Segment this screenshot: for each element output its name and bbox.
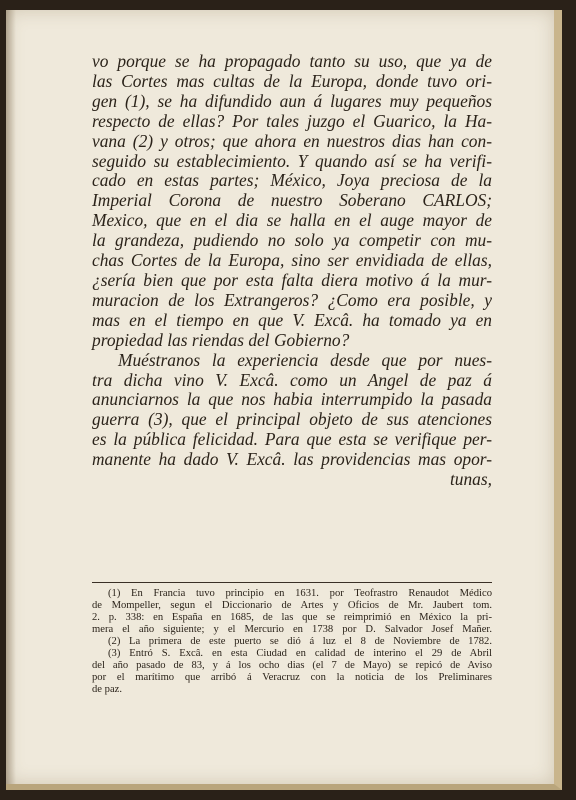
main-text-block — [92, 52, 492, 490]
text-line: respecto de ellas? Por tales juzgo el Guarico, la Ha- — [92, 110, 492, 131]
text-line: las Cortes mas cultas de la Europa, donde tuvo ori- — [92, 70, 492, 91]
footnote-line: 2. p. 338: en España en 1685, de las que se reimprimió en México la pri- — [92, 612, 492, 623]
text-line: seguido su establecimiento. Y quando así se ha verifi- — [92, 150, 492, 171]
footnote-line: por el marítimo que arribó á Veracruz con la noticia de los Preliminares — [92, 672, 492, 683]
text-line: vo porque se ha propagado tanto su uso, que ya de — [92, 51, 492, 71]
footnote-line: de paz. — [92, 684, 122, 695]
text-line: gen (1), se ha difundido aun á lugares muy pequeños — [92, 90, 492, 111]
footnote-line: (3) Entró S. Excâ. en esta Ciudad en calidad de interino el 29 de Abril — [108, 648, 492, 659]
catchword: tunas, — [449, 469, 492, 490]
footnote-line: de Mompeller, segun el Diccionario de Artes y Oficios de Mr. Jaubert tom. — [92, 600, 492, 611]
text-line: Imperial Corona de nuestro Soberano CARLOS; — [92, 190, 492, 211]
text-line: manente ha dado V. Excâ. las providencias mas opor- — [92, 449, 492, 470]
book-page — [6, 10, 562, 790]
text-line: propiedad las riendas del Gobierno? — [92, 329, 350, 350]
footnote-line: del año pasado de 83, y á los ocho dias (el 7 de Mayo) se repicó de Aviso — [92, 660, 492, 671]
text-line: anunciarnos la que nos habia interrumpido la pasada — [92, 389, 492, 410]
text-line: muracion de los Extrangeros? ¿Como era posible, y — [92, 289, 492, 310]
footnote-line: (1) En Francia tuvo principio en 1631. por Teofrastro Renaudot Médico — [108, 588, 492, 599]
text-line: la grandeza, pudiendo no solo ya competir con mu- — [92, 230, 492, 251]
footnote-divider — [92, 582, 492, 583]
text-line: chas Cortes de la Europa, sino ser envidiada de ellas, — [92, 250, 492, 271]
text-line: guerra (3), que el principal objeto de sus atenciones — [92, 409, 492, 430]
text-line: cado en estas partes; México, Joya preciosa de la — [92, 170, 492, 191]
footnotes-block — [92, 588, 492, 696]
text-line: ¿sería bien que por esta falta diera motivo á la mur- — [92, 269, 492, 290]
footnote-line: (2) La primera de este puerto se dió á luz el 8 de Noviembre de 1782. — [108, 636, 492, 647]
text-line: es la pública felicidad. Para que esta se verifique per- — [92, 429, 492, 450]
paragraph-first-line: Muéstranos la experiencia desde que por nues- — [118, 349, 492, 370]
text-line: Mexico, que en el dia se halla en el auge mayor de — [92, 210, 492, 231]
text-line: mas en el tiempo en que V. Excâ. ha tomado ya en — [92, 309, 492, 330]
text-line: vana (2) y otros; que ahora en nuestros dias han con- — [92, 130, 492, 151]
text-line: tra dicha vino V. Excâ. como un Angel de paz á — [92, 369, 492, 390]
footnote-line: mera el año siguiente; y el Mercurio en 1738 por D. Salvador Josef Mañer. — [92, 624, 492, 635]
